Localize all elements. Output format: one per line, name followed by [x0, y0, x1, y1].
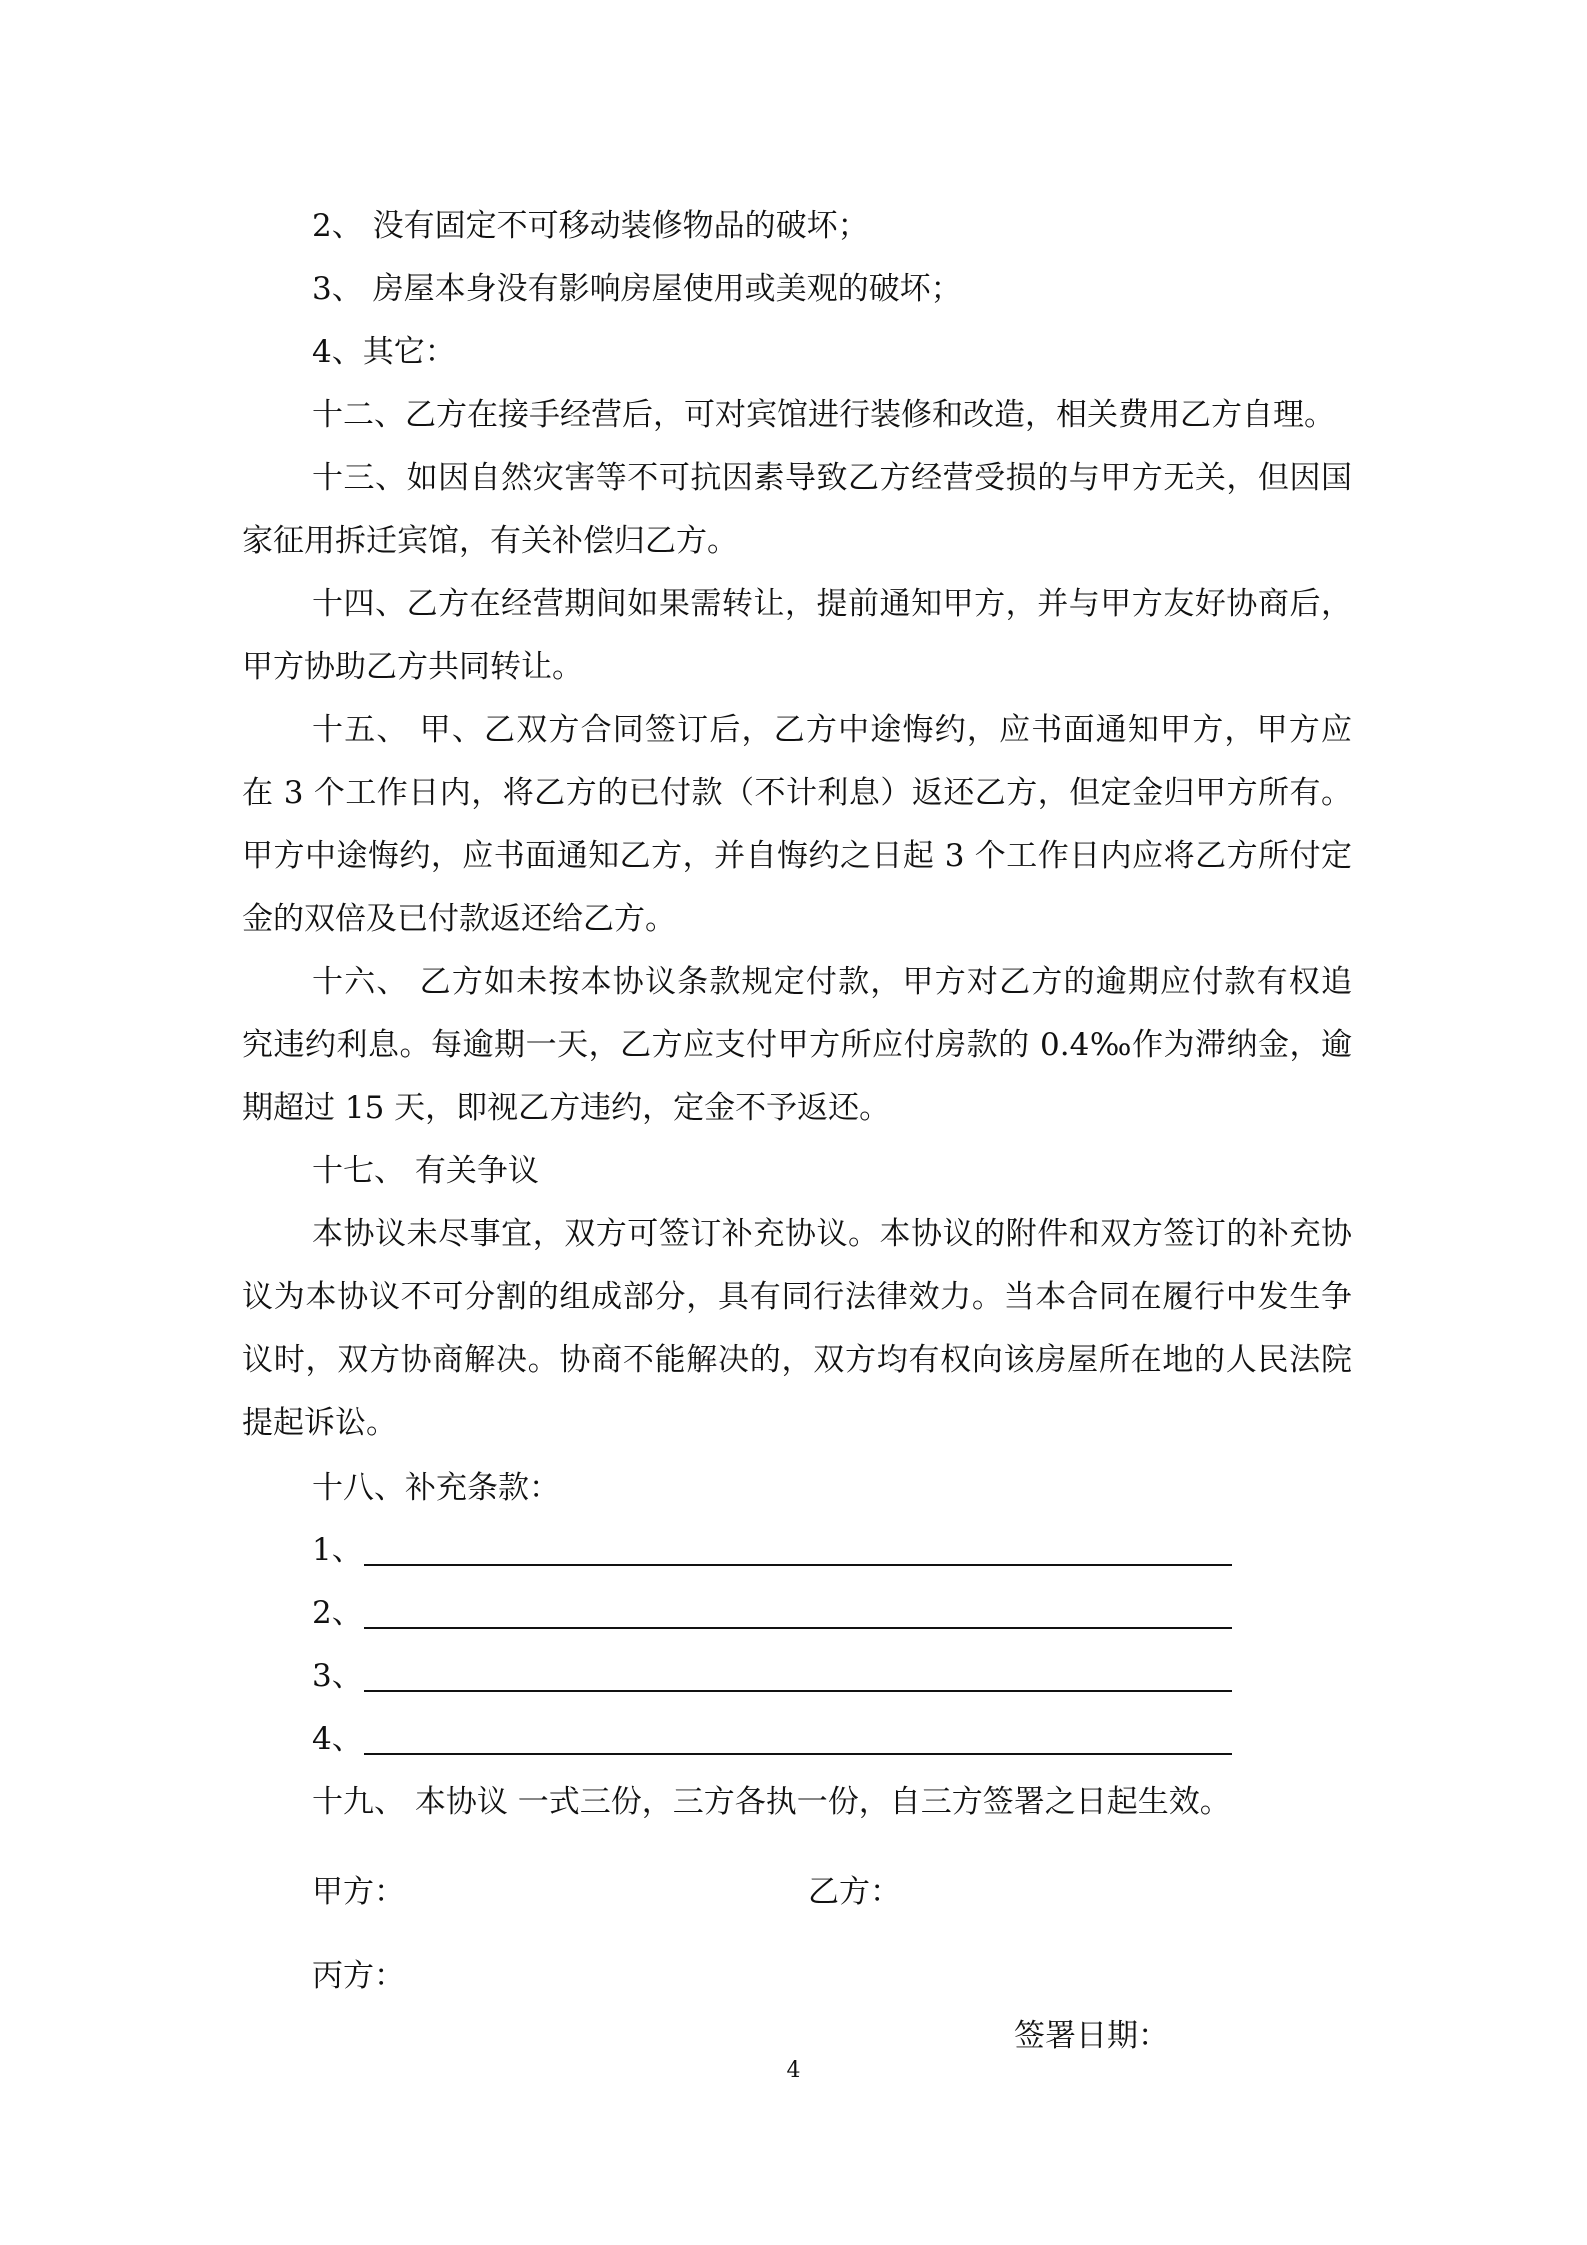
clause-18-heading: 十八、补充条款：: [312, 1470, 560, 1506]
supplement-blank-2: [312, 1593, 1232, 1633]
party-c-label: 丙方：: [312, 1958, 405, 1994]
clause-15-line-2: 在 3 个工作日内，将乙方的已付款（不计利息）返还乙方，但定金归甲方所有。: [242, 775, 1352, 811]
clause-17-line-3: 议时，双方协商解决。协商不能解决的，双方均有权向该房屋所在地的人民法院: [242, 1342, 1352, 1378]
fill-in-line: [364, 1753, 1232, 1755]
clause-11-item-3: 3、 房屋本身没有影响房屋使用或美观的破坏；: [312, 271, 962, 307]
supplement-number: 4、: [312, 1721, 363, 1757]
clause-13-line-2: 家征用拆迁宾馆，有关补偿归乙方。: [242, 523, 738, 559]
clause-17-line-4: 提起诉讼。: [242, 1405, 397, 1441]
party-b-label: 乙方：: [808, 1874, 901, 1910]
clause-15-line-4: 金的双倍及已付款返还给乙方。: [242, 901, 676, 937]
supplement-number: 1、: [312, 1532, 363, 1568]
clause-15-line-3: 甲方中途悔约，应书面通知乙方，并自悔约之日起 3 个工作日内应将乙方所付定: [242, 838, 1352, 874]
clause-14-line-2: 甲方协助乙方共同转让。: [242, 649, 583, 685]
clause-17-heading: 十七、 有关争议: [312, 1153, 539, 1189]
clause-16-line-2: 究违约利息。每逾期一天，乙方应支付甲方所应付房款的 0.4‰作为滞纳金，逾: [242, 1027, 1352, 1063]
clause-16-line-1: 十六、 乙方如未按本协议条款规定付款，甲方对乙方的逾期应付款有权追: [312, 964, 1352, 1000]
fill-in-line: [364, 1690, 1232, 1692]
clause-12: 十二、乙方在接手经营后，可对宾馆进行装修和改造，相关费用乙方自理。: [312, 397, 1335, 433]
supplement-number: 3、: [312, 1658, 363, 1694]
clause-14-line-1: 十四、乙方在经营期间如果需转让，提前通知甲方，并与甲方友好协商后，: [312, 586, 1352, 622]
supplement-blank-3: [312, 1656, 1232, 1696]
fill-in-line: [364, 1627, 1232, 1629]
fill-in-line: [364, 1564, 1232, 1566]
clause-11-item-2: 2、 没有固定不可移动装修物品的破坏；: [312, 208, 869, 244]
supplement-number: 2、: [312, 1595, 363, 1631]
clause-19: 十九、 本协议 一式三份，三方各执一份，自三方签署之日起生效。: [312, 1784, 1231, 1820]
page-number: 4: [786, 2058, 801, 2083]
supplement-blank-1: [312, 1530, 1232, 1570]
party-a-label: 甲方：: [312, 1874, 405, 1910]
clause-13-line-1: 十三、如因自然灾害等不可抗因素导致乙方经营受损的与甲方无关，但因国: [312, 460, 1352, 496]
signing-date-label: 签署日期：: [1014, 2018, 1169, 2054]
clause-16-line-3: 期超过 15 天，即视乙方违约，定金不予返还。: [242, 1090, 891, 1126]
clause-15-line-1: 十五、 甲、乙双方合同签订后，乙方中途悔约，应书面通知甲方，甲方应: [312, 712, 1352, 748]
clause-17-line-2: 议为本协议不可分割的组成部分，具有同行法律效力。当本合同在履行中发生争: [242, 1279, 1352, 1315]
clause-11-item-4: 4、其它：: [312, 334, 456, 370]
clause-17-line-1: 本协议未尽事宜，双方可签订补充协议。本协议的附件和双方签订的补充协: [312, 1216, 1352, 1252]
supplement-blank-4: [312, 1719, 1232, 1759]
